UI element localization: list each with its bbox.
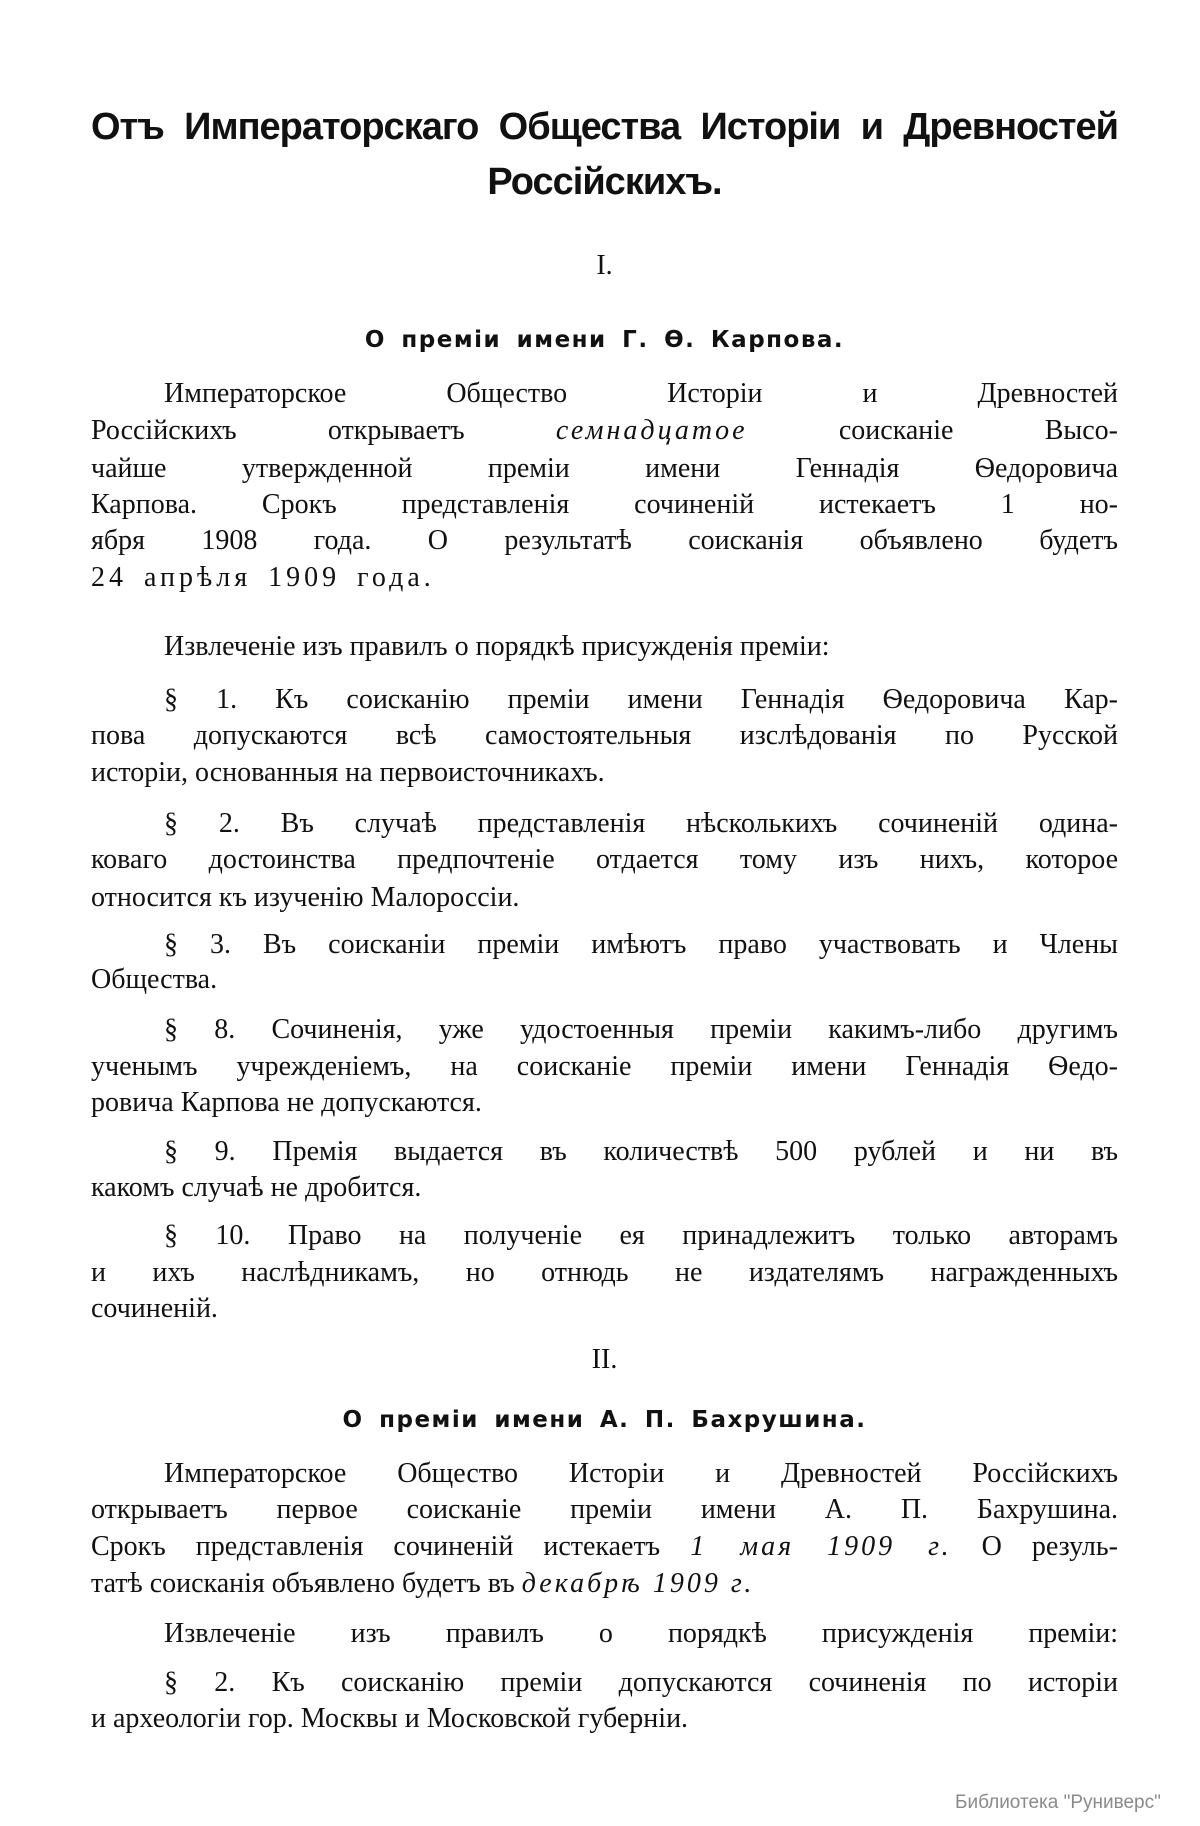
text-segment: О резуль-	[951, 1531, 1118, 1562]
paragraph-line	[91, 1168, 1118, 1208]
paragraph-line	[164, 627, 1118, 667]
paragraph-line	[91, 1083, 1118, 1123]
paragraph-line	[164, 1010, 1118, 1050]
paragraph-line	[164, 1663, 1118, 1703]
paragraph-line	[91, 1564, 1118, 1604]
paragraph-line	[164, 1454, 1118, 1494]
paragraph-line	[91, 1699, 1118, 1739]
italic-text: декабрѣ 1909 г.	[521, 1568, 755, 1599]
paragraph-line	[91, 1253, 1118, 1293]
section-numeral	[91, 1340, 1118, 1380]
text-segment: ученымъ учрежденіемъ, на соисканіе преміи имени Геннадія Ѳедо-	[91, 1051, 1118, 1082]
text-segment: § 2. Въ случаѣ представленія нѣсколькихъ сочиненій одина-	[164, 808, 1118, 839]
text-segment: § 10. Право на полученіе ея принадлежитъ только авторамъ	[164, 1220, 1118, 1251]
page-title-line-1: Отъ Императорскаго Общества Исторіи и Древностей	[91, 106, 1118, 148]
text-segment: § 8. Сочиненія, уже удостоенныя преміи какимъ-либо другимъ	[164, 1014, 1118, 1045]
paragraph-line	[164, 680, 1118, 720]
section-heading	[91, 320, 1118, 360]
paragraph-line	[91, 449, 1118, 489]
text-segment: и археологіи гор. Москвы и Московской губерніи.	[91, 1703, 689, 1734]
paragraph-line	[91, 1047, 1118, 1087]
text-segment: Общества.	[91, 964, 218, 995]
text-segment: Карпова. Срокъ представленія сочиненій истекаетъ 1 но-	[91, 489, 1118, 520]
text-segment: § 1. Къ соисканію преміи имени Геннадія Ѳедоровича Кар-	[164, 684, 1118, 715]
paragraph-line	[91, 878, 1118, 918]
text-segment: татѣ соисканія объявлено будетъ въ	[91, 1568, 522, 1599]
paragraph-line	[91, 1527, 1118, 1567]
paragraph-line	[91, 753, 1118, 793]
paragraph-line	[164, 925, 1118, 965]
text-segment: О преміи имени А. П. Бахрушина.	[342, 1407, 867, 1433]
paragraph-line	[91, 716, 1118, 756]
paragraph-line	[91, 1490, 1118, 1530]
italic-text: семнадцатое	[555, 415, 748, 446]
text-segment: какомъ случаѣ не дробится.	[91, 1172, 422, 1203]
library-watermark: Библиотека "Руниверс"	[955, 1792, 1161, 1813]
paragraph-line	[91, 840, 1118, 880]
text-segment: ровича Карпова не допускаются.	[91, 1087, 482, 1118]
paragraph-line	[91, 411, 1118, 451]
text-segment: открываетъ первое соисканіе преміи имени А. П. Бахрушина.	[91, 1494, 1118, 1525]
paragraph-line	[91, 558, 1118, 598]
paragraph-line	[91, 521, 1118, 561]
paragraph-line	[164, 1614, 1118, 1654]
text-segment: исторіи, основанныя на первоисточникахъ.	[91, 757, 605, 788]
text-segment: Императорское Общество Исторіи и Древностей	[164, 378, 1118, 409]
text-segment: сочиненій.	[91, 1293, 218, 1324]
paragraph-line	[91, 960, 1118, 1000]
text-segment: Извлеченіе изъ правилъ о порядкѣ присужденія преміи:	[164, 631, 830, 662]
text-segment: § 3. Въ соисканіи преміи имѣютъ право участвовать и Члены	[164, 929, 1118, 960]
text-segment: соисканіе Высо-	[747, 415, 1118, 446]
text-segment: § 2. Къ соисканію преміи допускаются сочиненія по исторіи	[164, 1667, 1118, 1698]
text-segment: относится къ изученію Малороссіи.	[91, 882, 520, 913]
text-segment: ября 1908 года. О результатѣ соисканія объявлено будетъ	[91, 525, 1118, 556]
text-segment: § 9. Премія выдается въ количествѣ 500 рублей и ни въ	[164, 1136, 1118, 1167]
section-heading	[91, 1400, 1118, 1440]
text-segment: О преміи имени Г. Ѳ. Карпова.	[364, 327, 845, 353]
text-segment: Срокъ представленія сочиненій истекаетъ	[91, 1531, 691, 1562]
text-segment: коваго достоинства предпочтеніе отдается тому изъ нихъ, которое	[91, 844, 1118, 875]
page-title-line-2: Россійскихъ.	[487, 161, 722, 203]
text-segment: I.	[596, 250, 613, 281]
text-segment: чайше утвержденной преміи имени Геннадія Ѳедоровича	[91, 453, 1118, 484]
paragraph-line	[164, 804, 1118, 844]
text-segment: II.	[591, 1344, 618, 1375]
section-numeral	[91, 246, 1118, 286]
paragraph-line	[91, 1289, 1118, 1329]
italic-text: 1 мая 1909 г.	[690, 1531, 952, 1562]
text-segment: 24 апрѣля 1909 года.	[91, 562, 435, 593]
paragraph-line	[164, 1216, 1118, 1256]
text-segment: Извлеченіе изъ правилъ о порядкѣ присужденія преміи:	[164, 1618, 1118, 1649]
text-segment: пова допускаются всѣ самостоятельныя изслѣдованія по Русской	[91, 720, 1118, 751]
paragraph-line	[164, 374, 1118, 414]
text-segment: и ихъ наслѣдникамъ, но отнюдь не издателямъ награжденныхъ	[91, 1257, 1118, 1288]
paragraph-line	[164, 1132, 1118, 1172]
paragraph-line	[91, 485, 1118, 525]
text-segment: Императорское Общество Исторіи и Древностей Россійскихъ	[164, 1458, 1118, 1489]
text-segment: Россійскихъ открываетъ	[91, 415, 556, 446]
